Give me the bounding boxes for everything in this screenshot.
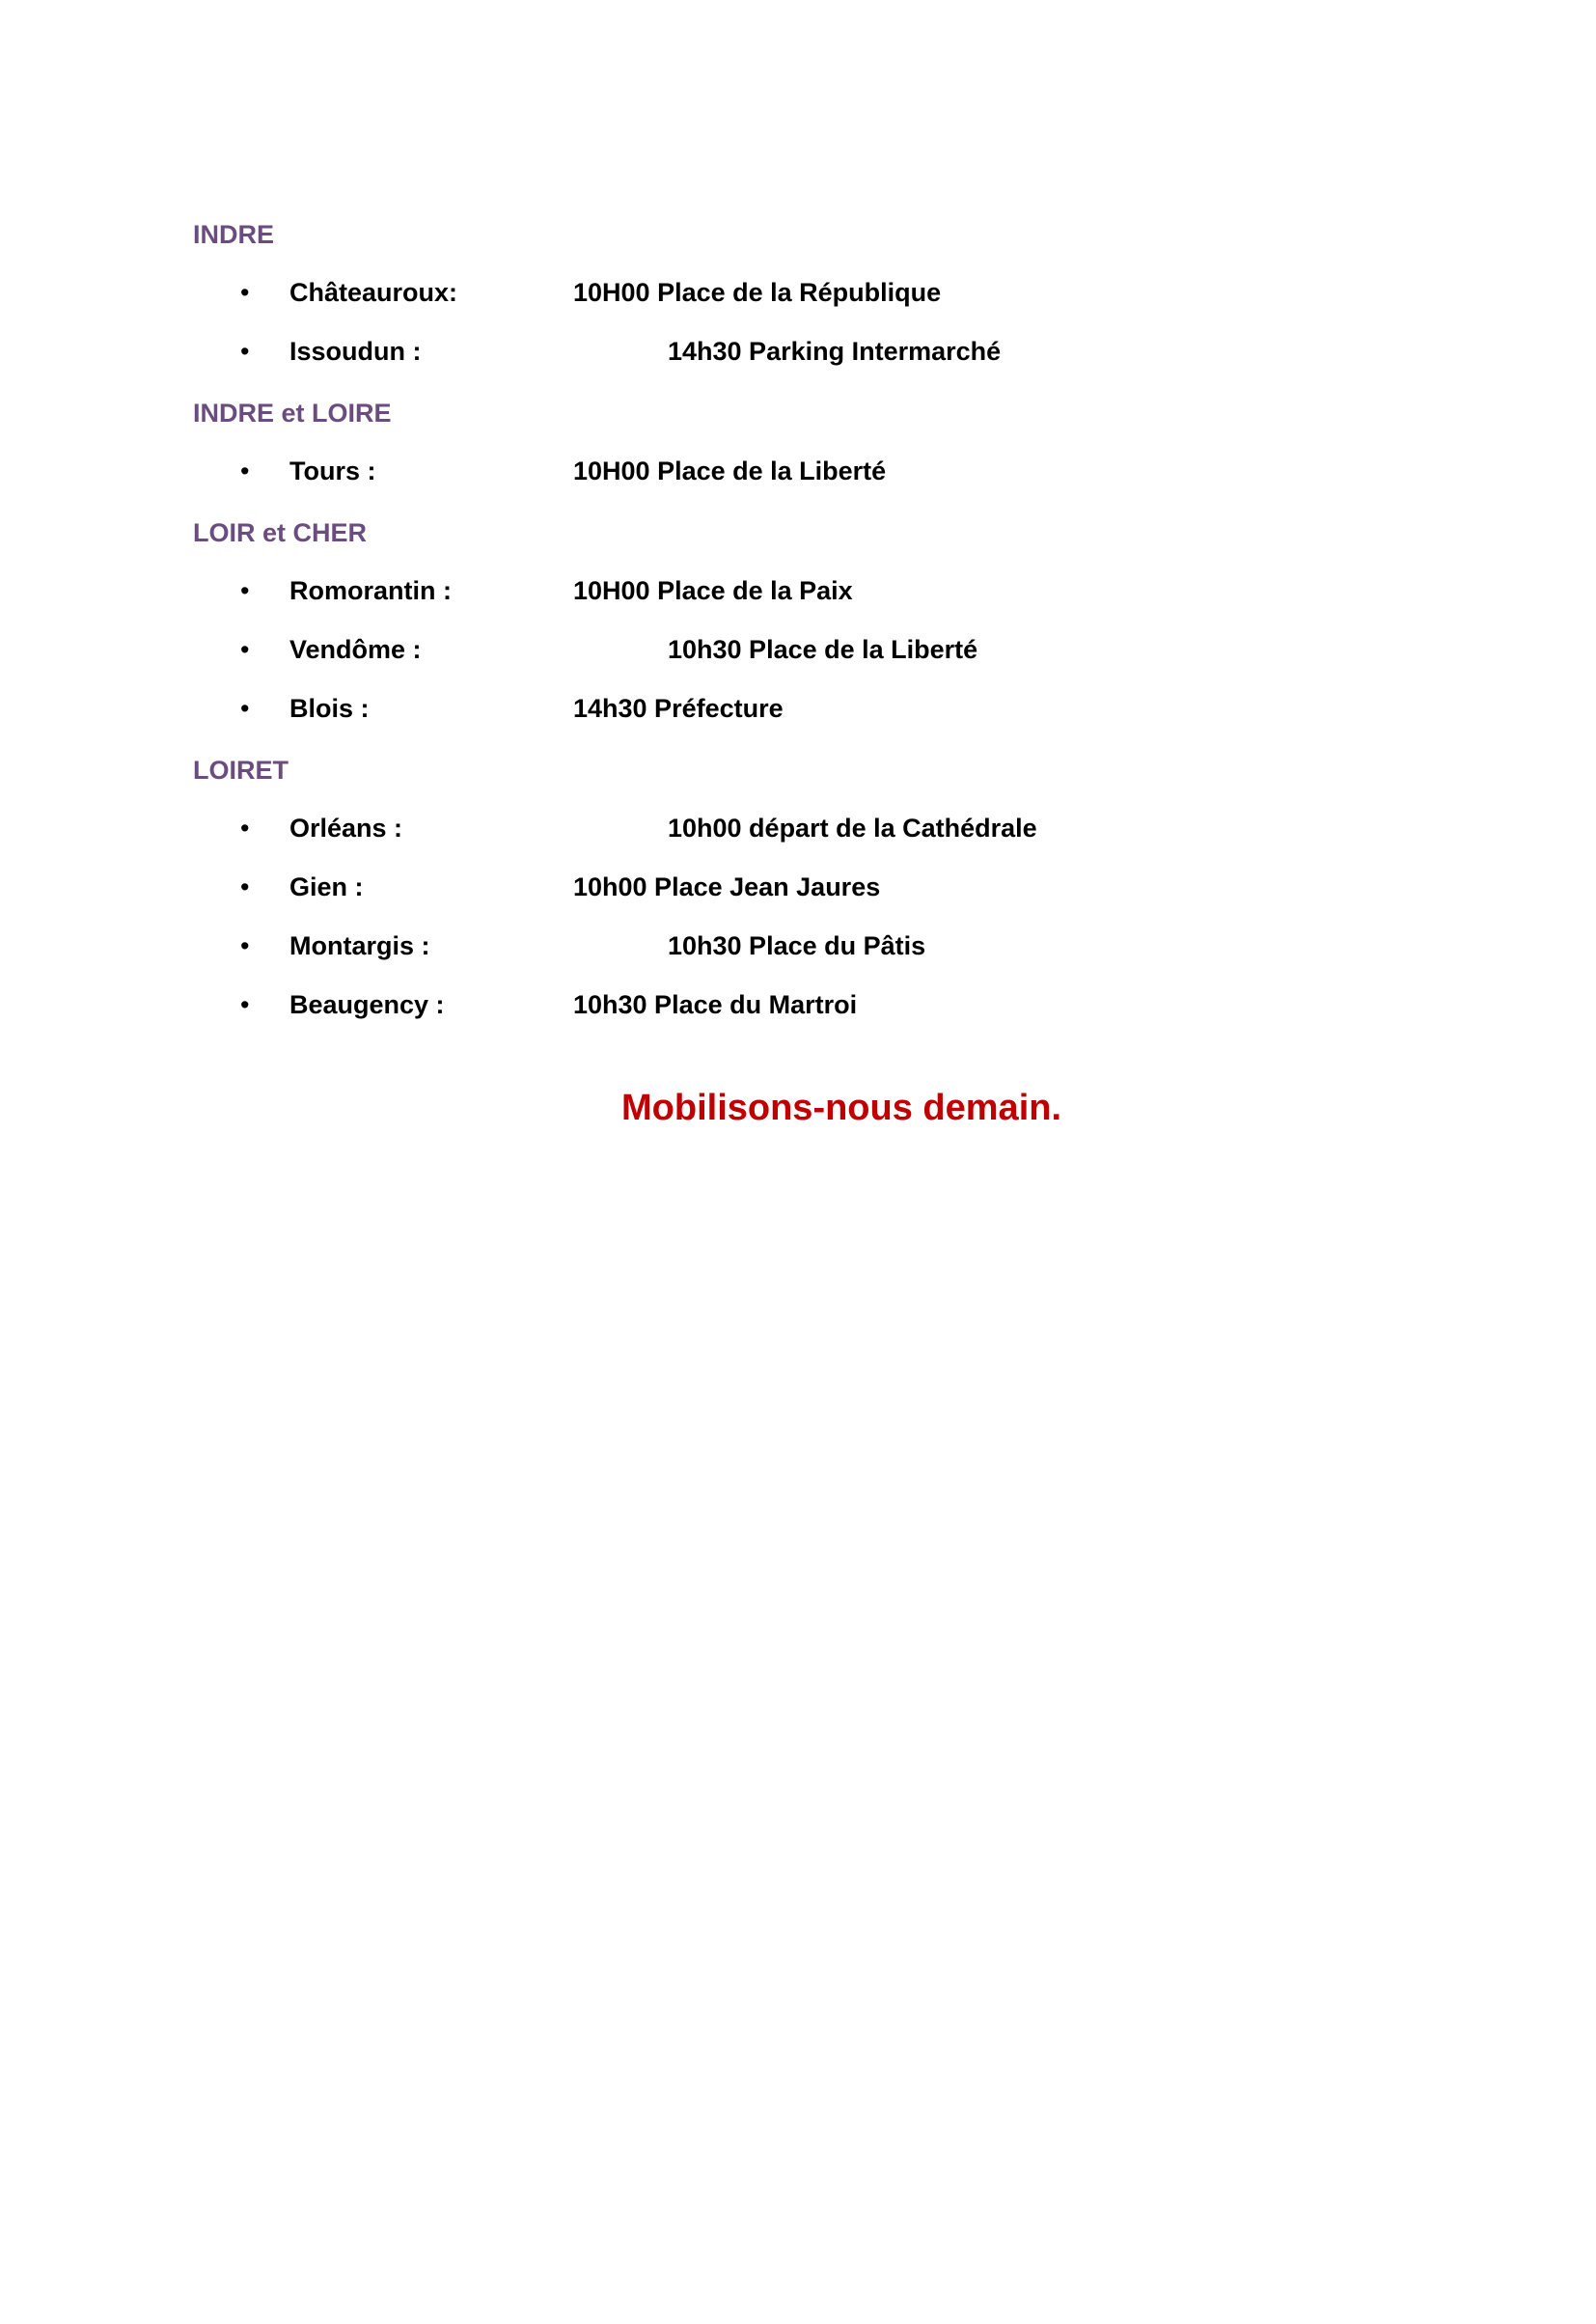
city-label: Orléans : bbox=[289, 814, 403, 843]
bullet-icon: • bbox=[240, 456, 250, 485]
list-item bbox=[0, 989, 1596, 1020]
bullet-icon: • bbox=[240, 990, 250, 1019]
event-detail: 10h00 Place Jean Jaures bbox=[573, 872, 881, 901]
list-item bbox=[0, 930, 1596, 961]
event-detail: 14h30 Préfecture bbox=[573, 694, 784, 723]
bullet-icon: • bbox=[240, 337, 250, 366]
city-label: Vendôme : bbox=[289, 635, 422, 664]
list-item bbox=[0, 693, 1596, 724]
section-heading: INDRE et LOIRE bbox=[193, 399, 392, 428]
section-heading: INDRE bbox=[193, 220, 275, 249]
event-detail: 14h30 Parking Intermarché bbox=[668, 337, 1002, 366]
bullet-icon: • bbox=[240, 814, 250, 843]
city-label: Romorantin : bbox=[289, 576, 452, 605]
city-label: Blois : bbox=[289, 694, 370, 723]
city-label: Gien : bbox=[289, 872, 364, 901]
bullet-icon: • bbox=[240, 872, 250, 901]
list-item bbox=[0, 634, 1596, 665]
event-detail: 10h30 Place du Martroi bbox=[573, 990, 858, 1019]
list-item bbox=[0, 336, 1596, 367]
section-heading: LOIR et CHER bbox=[193, 518, 368, 547]
bullet-icon: • bbox=[240, 694, 250, 723]
list-item bbox=[0, 575, 1596, 606]
event-detail: 10H00 Place de la République bbox=[573, 278, 942, 307]
bullet-icon: • bbox=[240, 278, 250, 307]
bullet-icon: • bbox=[240, 635, 250, 664]
event-detail: 10h30 Place de la Liberté bbox=[668, 635, 978, 664]
city-label: Châteauroux: bbox=[289, 278, 458, 307]
city-label: Issoudun : bbox=[289, 337, 422, 366]
list-item bbox=[0, 813, 1596, 844]
event-detail: 10H00 Place de la Liberté bbox=[573, 456, 887, 485]
city-label: Montargis : bbox=[289, 931, 430, 960]
closing-slogan: Mobilisons-nous demain. bbox=[621, 1088, 1062, 1128]
bullet-icon: • bbox=[240, 931, 250, 960]
city-label: Tours : bbox=[289, 456, 376, 485]
bullet-icon: • bbox=[240, 576, 250, 605]
event-detail: 10h00 départ de la Cathédrale bbox=[668, 814, 1037, 843]
event-detail: 10H00 Place de la Paix bbox=[573, 576, 853, 605]
list-item bbox=[0, 456, 1596, 486]
section-heading: LOIRET bbox=[193, 756, 289, 785]
event-detail: 10h30 Place du Pâtis bbox=[668, 931, 926, 960]
city-label: Beaugency : bbox=[289, 990, 445, 1019]
list-item bbox=[0, 277, 1596, 308]
list-item bbox=[0, 872, 1596, 902]
